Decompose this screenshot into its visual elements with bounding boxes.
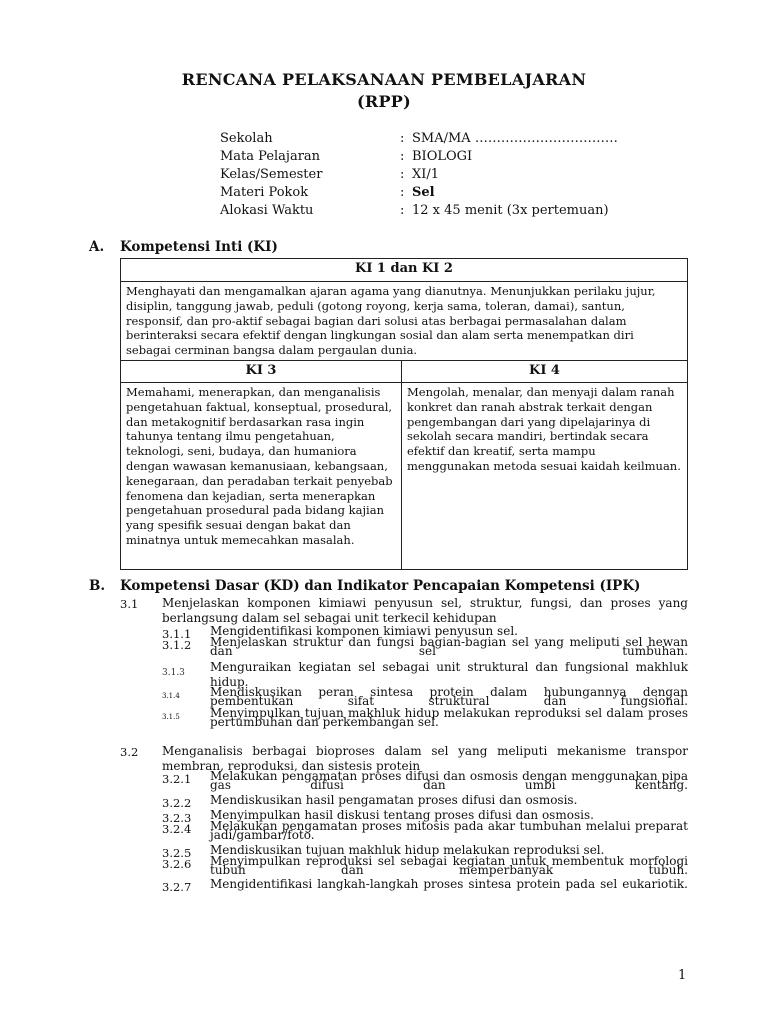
info-colon: : bbox=[400, 167, 405, 182]
indicator-number: 3.1.1 bbox=[162, 627, 192, 641]
info-label: Alokasi Waktu bbox=[220, 203, 314, 218]
indicator-number: 3.2.1 bbox=[162, 772, 192, 786]
info-row-time bbox=[220, 202, 618, 220]
indicator-text: Menyimpulkan tujuan makhluk hidup melakukan reproduksi sel dalam proses pertumbuhan dan perkembangan sel. bbox=[210, 706, 688, 729]
info-label: Sekolah bbox=[220, 131, 273, 146]
indicator-number: 3.1.4 bbox=[162, 692, 180, 700]
ki4-header: KI 4 bbox=[402, 360, 688, 382]
identity-block bbox=[220, 130, 618, 220]
info-value: BIOLOGI bbox=[412, 149, 473, 164]
indicator-number: 3.2.2 bbox=[162, 796, 192, 810]
section-title: Kompetensi Dasar (KD) dan Indikator Pencapaian Kompetensi (IPK) bbox=[120, 578, 641, 594]
indicator-number: 3.1.3 bbox=[162, 668, 185, 678]
ki4-text: Mengolah, menalar, dan menyaji dalam ranah konkret dan ranah abstrak terkait dengan pengembangan dari yang dipelajarinya di sekolah secara mandiri, bertindak secara efektif dan kreatif, serta mampu menggunakan metoda sesuai kaidah keilmuan. bbox=[402, 382, 688, 569]
kd-number: 3.1 bbox=[120, 597, 139, 611]
kd-text: Menjelaskan komponen kimiawi penyusun sel, struktur, fungsi, dan proses yang berlangsung dalam sel sebagai unit terkecil kehidupan bbox=[162, 596, 688, 625]
indicator-text: Menyimpulkan hasil diskusi tentang proses difusi dan osmosis. bbox=[210, 808, 594, 822]
info-label: Kelas/Semester bbox=[220, 167, 323, 182]
indicator-text: Mendiskusikan tujuan makhluk hidup melakukan reproduksi sel. bbox=[210, 843, 605, 857]
ki12-header: KI 1 dan KI 2 bbox=[121, 259, 688, 282]
ki12-text: Menghayati dan mengamalkan ajaran agama yang dianutnya. Menunjukkan perilaku jujur, disiplin, tanggung jawab, peduli (gotong royong, kerja sama, toleran, damai), santun, responsif, dan pro-aktif sebagai bagian dari solusi atas berbagai permasalahan dalam berinteraksi secara efektif dengan lingkungan sosial dan alam serta menempatkan diri sebagai cerminan bangsa dalam pergaulan dunia. bbox=[121, 282, 688, 361]
kd-number: 3.2 bbox=[120, 745, 139, 759]
info-value: Sel bbox=[412, 185, 435, 200]
indicator-number: 3.2.7 bbox=[162, 880, 192, 894]
indicator-number: 3.2.5 bbox=[162, 846, 192, 860]
page-number: 1 bbox=[678, 968, 687, 983]
info-value: 12 x 45 menit (3x pertemuan) bbox=[412, 203, 609, 218]
indicator-text: Melakukan pengamatan proses mitosis pada akar tumbuhan melalui preparat jadi/gambar/foto. bbox=[210, 819, 688, 842]
info-row-topic bbox=[220, 184, 618, 202]
indicator-number: 3.2.3 bbox=[162, 811, 192, 825]
info-row-school bbox=[220, 130, 618, 148]
info-value: XI/1 bbox=[412, 167, 440, 182]
indicator-text: Menguraikan kegiatan sel sebagai unit struktural dan fungsional makhluk hidup. bbox=[210, 660, 688, 689]
info-row-subject bbox=[220, 148, 618, 166]
indicator-text: Mendiskusikan peran sintesa protein dalam hubungannya dengan pembentukan sifat struktural dan fungsional. bbox=[210, 685, 688, 708]
indicator-number: 3.1.5 bbox=[162, 713, 180, 721]
indicator-number: 3.2.4 bbox=[162, 822, 192, 836]
info-colon: : bbox=[400, 149, 405, 164]
section-letter: B. bbox=[89, 578, 106, 594]
info-label: Mata Pelajaran bbox=[220, 149, 321, 164]
info-colon: : bbox=[400, 203, 405, 218]
indicator-text: Melakukan pengamatan proses difusi dan osmosis dengan menggunakan pipa gas difusi dan umbi kentang. bbox=[210, 769, 688, 792]
doc-subtitle: (RPP) bbox=[357, 92, 411, 111]
indicator-text: Mengidentifikasi komponen kimiawi penyusun sel. bbox=[210, 624, 518, 638]
indicator-number: 3.1.2 bbox=[162, 638, 192, 652]
kd-text: Menganalisis berbagai bioproses dalam sel yang meliputi mekanisme transpor membran, reproduksi, dan sistesis protein bbox=[162, 744, 688, 773]
ki-table bbox=[120, 258, 688, 570]
indicator-number: 3.2.6 bbox=[162, 857, 192, 871]
indicator-text: Mengidentifikasi langkah-langkah proses sintesa protein pada sel eukariotik. bbox=[210, 877, 688, 891]
indicator-text: Menyimpulkan reproduksi sel sebagai kegiatan untuk membentuk morfologi tubuh dan memperbanyak tubuh. bbox=[210, 854, 688, 877]
section-letter: A. bbox=[89, 239, 105, 255]
info-row-class bbox=[220, 166, 618, 184]
ki3-text: Memahami, menerapkan, dan menganalisis pengetahuan faktual, konseptual, prosedural, dan metakognitif berdasarkan rasa ingin tahunya tentang ilmu pengetahuan, teknologi, seni, budaya, dan humaniora dengan wawasan kemanusiaan, kebangsaan, kenegaraan, dan peradaban terkait penyebab fenomena dan kejadian, serta menerapkan pengetahuan prosedural pada bidang kajian yang spesifik sesuai dengan bakat dan minatnya untuk memecahkan masalah. bbox=[121, 382, 402, 569]
indicator-text: Mendiskusikan hasil pengamatan proses difusi dan osmosis. bbox=[210, 793, 578, 807]
doc-title: RENCANA PELAKSANAAN PEMBELAJARAN bbox=[181, 70, 587, 89]
indicator-text: Menjelaskan struktur dan fungsi bagian-bagian sel yang meliputi sel hewan dan sel tumbuhan. bbox=[210, 635, 688, 658]
info-label: Materi Pokok bbox=[220, 185, 309, 200]
info-colon: : bbox=[400, 131, 405, 146]
section-title: Kompetensi Inti (KI) bbox=[120, 239, 278, 255]
info-colon: : bbox=[400, 185, 405, 200]
info-value: SMA/MA …………………………… bbox=[412, 131, 618, 146]
ki3-header: KI 3 bbox=[121, 360, 402, 382]
